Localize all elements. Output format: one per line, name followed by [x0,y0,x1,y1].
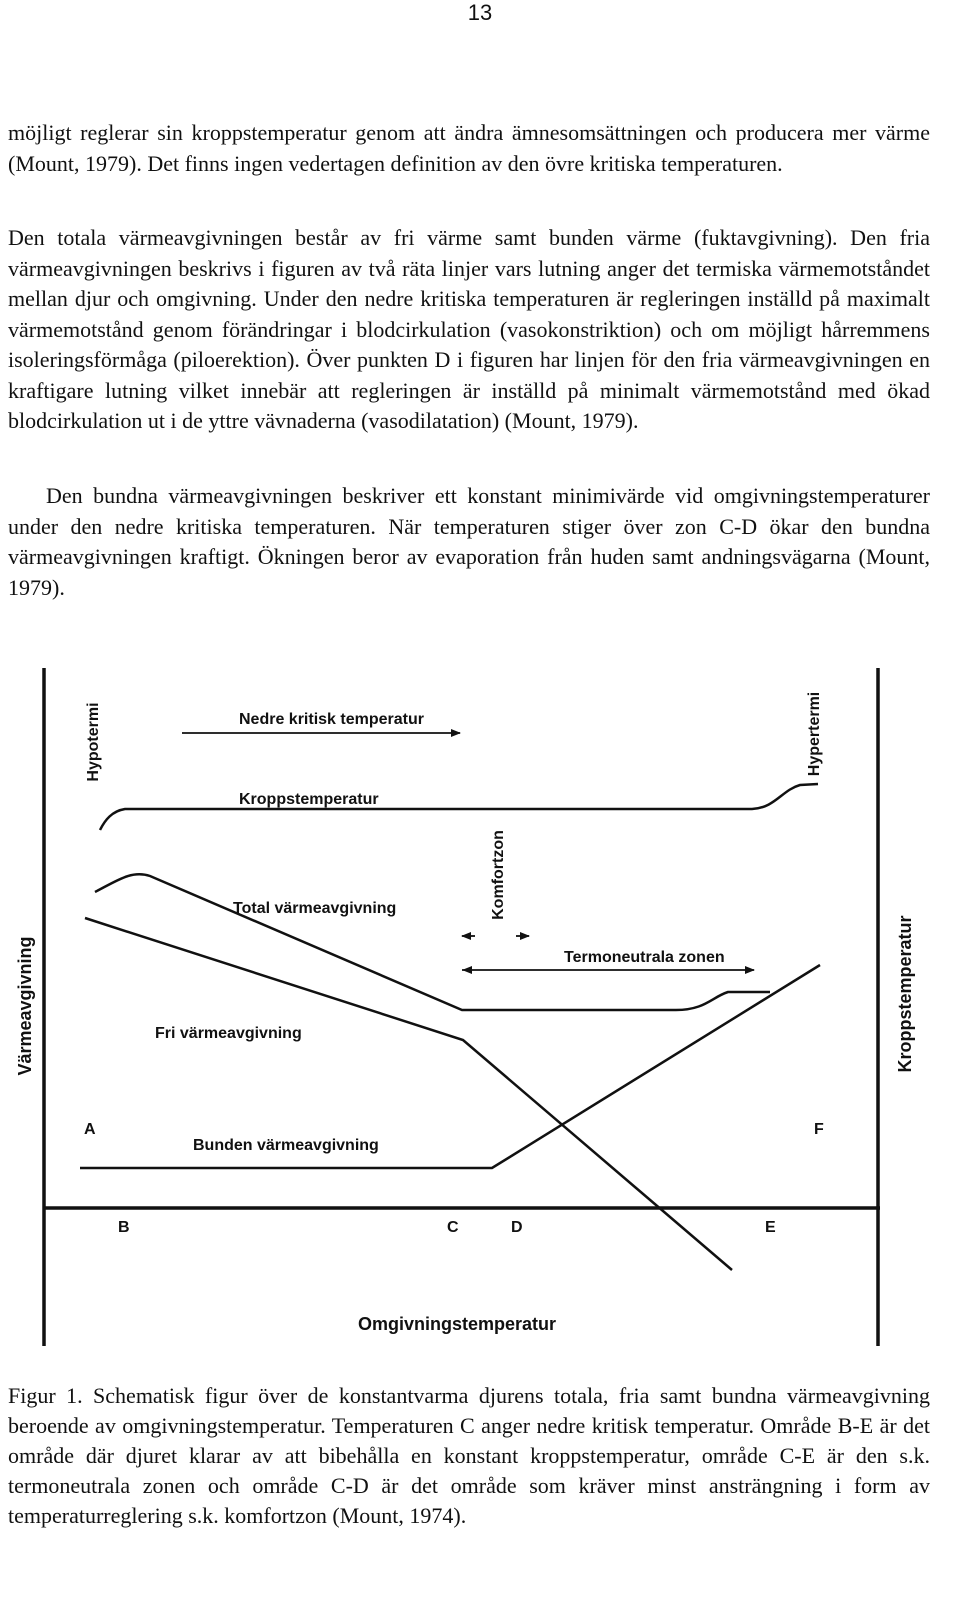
body-temperature-curve-label: Kroppstemperatur [239,791,379,808]
thermoneutral-arrow-left-head [462,966,472,974]
thermoneutral-zone-label: Termoneutrala zonen [564,949,725,966]
point-c-label: C [447,1219,459,1236]
bound-heat-loss-curve [80,965,820,1168]
page-number: 13 [467,0,493,25]
point-e-label: E [765,1219,776,1236]
figure-caption: Figur 1. Schematisk figur över de konstantvarma djurens totala, fria samt bundna värmeavgivning beroende av omgivningstemperatur. Temperaturen C anger nedre kritisk temperatur. Område B-E är det område där djuret klarar av att bibehålla en konstant kroppstemperatur, område C-E är den s.k. termoneutrala zonen och område C-D är det område som kräver minst ansträngning i form av temperaturreglering s.k. komfortzon (Mount, 1974). [8,1383,930,1528]
point-a-label: A [84,1121,96,1138]
y-axis-left-label: Värmeavgivning [15,936,35,1076]
comfort-zone-label: Komfortzon [490,830,507,920]
body-temperature-curve [100,784,818,830]
point-d-label: D [511,1219,523,1236]
total-heat-loss-curve [95,874,770,1010]
paragraph-3: Den bundna värmeavgivningen beskriver ett konstant minimivärde vid omgivningstemperaturer under den nedre kritiska temperaturen. När temperaturen stiger över zon C-D ökar den bundna värmeavgivningen kraftigt. Ökningen beror av evaporation från huden samt andningsvägarna (Mount, 1979). [8,483,930,600]
x-axis-label: Omgivningstemperatur [357,1314,557,1334]
point-b-label: B [118,1219,130,1236]
paragraph-2: Den totala värmeavgivningen består av fri värme samt bunden värme (fuktavgivning). Den fria värmeavgivningen beskrivs i figuren av två räta linjer vars lutning anger det termiska värmemotståndet mellan djur och omgivning. Under den nedre kritiska temperaturen är regleringen inställd på maximalt värmemotstånd genom förändringar i blodcirkulation (vasokonstriktion) och om möjligt hårremmens isoleringsförmåga (piloerektion). Över punkten D i figuren har linjen för den fria värmeavgivningen en kraftigare lutning vilket innebär att regleringen är inställd på minimalt värmemotstånd med ökad blodcirkulation ut i de yttre vävnaderna (vasodilatation) (Mount, 1979). [8,225,930,433]
bound-heat-loss-label: Bunden värmeavgivning [193,1137,379,1154]
paragraph-1: möjligt reglerar sin kroppstemperatur genom att ändra ämnesomsättningen och producera mer värme (Mount, 1979). Det finns ingen vedertagen definition av den övre kritiska temperaturen. [8,120,930,176]
total-heat-loss-label: Total värmeavgivning [233,900,397,917]
hypotermi-label: Hypotermi [85,702,102,782]
free-heat-loss-label: Fri värmeavgivning [155,1025,302,1042]
y-axis-right-label: Kroppstemperatur [895,915,915,1073]
point-f-label: F [814,1121,824,1138]
lower-critical-temperature-label: Nedre kritisk temperatur [239,711,424,728]
hypertermi-label: Hypertermi [806,691,823,777]
